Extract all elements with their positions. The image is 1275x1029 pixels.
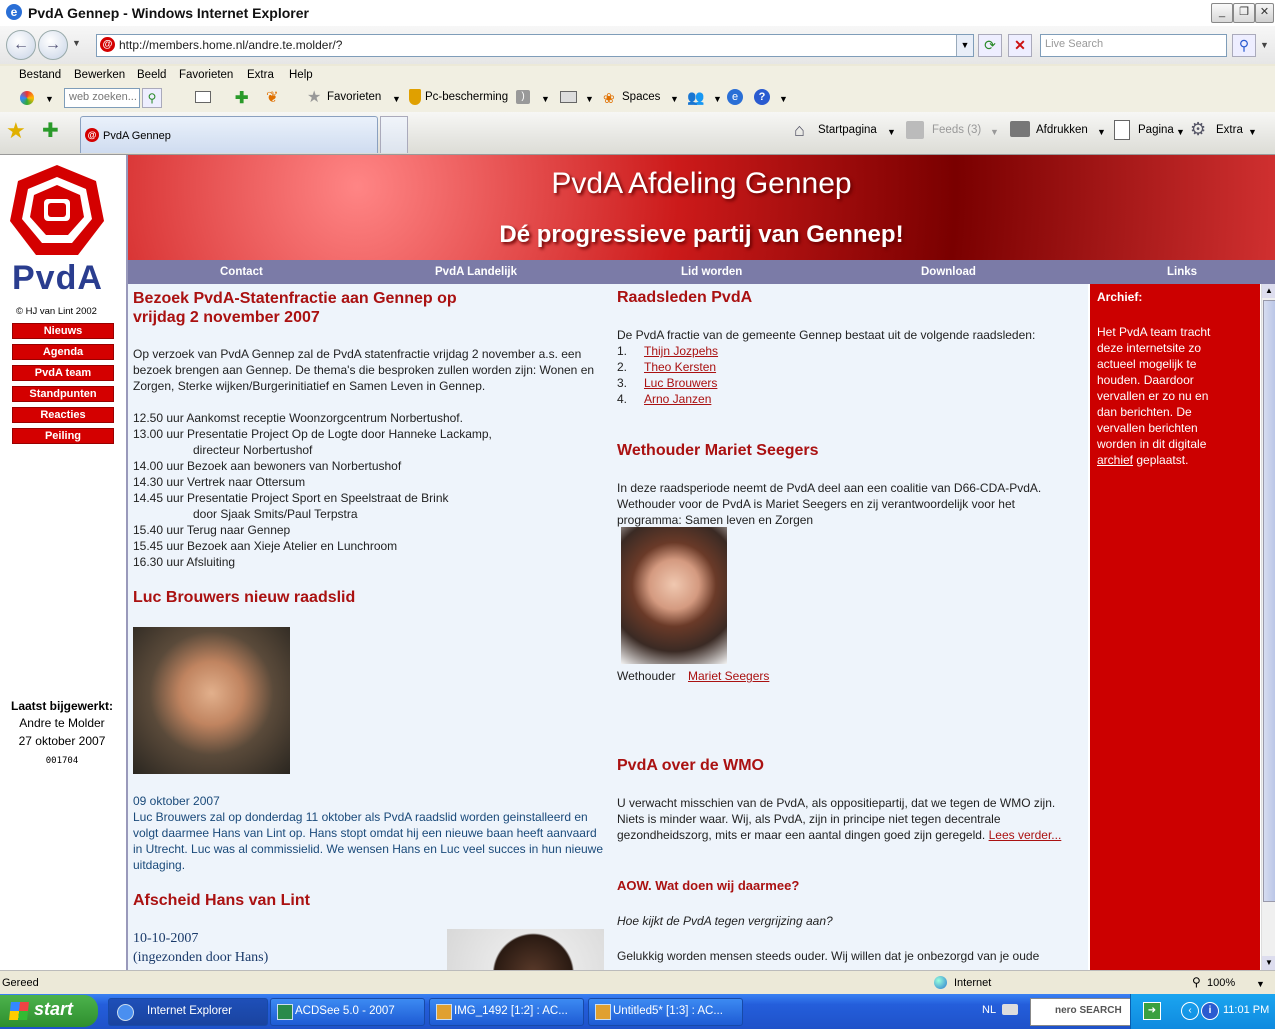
updated-by: Andre te Molder (19, 716, 105, 730)
taskbar-item-ie[interactable] (108, 998, 268, 1026)
cmd-extra[interactable]: Extra (1216, 124, 1243, 136)
rss-dropdown-icon[interactable]: ▼ (541, 94, 550, 104)
left-sidebar (0, 155, 128, 970)
site-icon: @ (100, 37, 115, 52)
keyboard-icon[interactable] (1002, 1004, 1018, 1015)
member-number: 1. (617, 344, 628, 358)
extra-dropdown-icon[interactable]: ▼ (1248, 127, 1257, 137)
hans-photo (447, 929, 604, 970)
start-label: start (34, 999, 74, 1019)
nav-links[interactable]: Links (1167, 266, 1198, 278)
wmo-text (617, 795, 1077, 843)
refresh-icon[interactable]: ⟳ (978, 34, 1002, 57)
home-icon[interactable]: ⌂ (794, 120, 805, 140)
schedule-item: 13.00 uur Presentatie Project Op de Logte door Hanneke Lackamp, (133, 427, 492, 441)
mariet-seegers-link[interactable]: Mariet Seegers (688, 669, 770, 683)
schedule-item: directeur Norbertushof (193, 443, 313, 457)
schedule-item: 14.30 uur Vertrek naar Ottersum (133, 475, 306, 489)
cmd-feeds[interactable]: Feeds (3) (932, 124, 982, 136)
luc-brouwers-photo (133, 627, 290, 774)
ie-button-icon[interactable]: e (727, 89, 743, 105)
taskbar-item-label: IMG_1492 [1:2] : AC... (454, 1005, 568, 1017)
feeds-dropdown-icon[interactable]: ▼ (990, 127, 999, 137)
rss-icon[interactable]: ) (516, 90, 530, 104)
windows-logo-icon (9, 1002, 29, 1020)
acdsee-edit-icon (595, 1004, 611, 1020)
raadsleden-title: Raadsleden PvdA (617, 289, 753, 306)
article-date-afscheid: 10-10-2007 (133, 931, 199, 946)
back-button[interactable]: ← (6, 30, 36, 60)
start-button[interactable] (0, 995, 98, 1027)
ie-icon: e (6, 4, 22, 20)
article-date-luc: 09 oktober 2007 (133, 794, 220, 808)
mail-icon[interactable] (195, 91, 211, 103)
menu-beeld[interactable]: Beeld (137, 69, 167, 81)
web-page (0, 155, 1275, 970)
toolbar-spaces[interactable]: Spaces (622, 91, 661, 103)
wmo-body: U verwacht misschien van de PvdA, als oppositiepartij, dat we tegen de WMO zijn. Niets is minder waar. Wij, als PvdA, zijn in principe niet tegen decentrale gezondheidszorg, mits er maar een aantal dingen goed zijn geregeld. (617, 796, 1056, 842)
tray-arrow-icon[interactable]: ➜ (1143, 1002, 1161, 1020)
menu-bewerken[interactable]: Bewerken (74, 69, 126, 81)
mail-dropdown-icon[interactable]: ▼ (585, 94, 594, 104)
banner-subtitle: Dé progressieve partij van Gennep! (499, 221, 904, 248)
scroll-up-arrow-icon[interactable]: ▲ (1262, 284, 1275, 298)
stop-icon[interactable]: ✕ (1008, 34, 1032, 57)
nav-lid-worden[interactable]: Lid worden (681, 266, 743, 278)
butterfly-icon[interactable]: ❦ (266, 89, 279, 106)
updated-date: 27 oktober 2007 (18, 734, 106, 748)
search-options-icon[interactable]: ▼ (1260, 40, 1269, 50)
taskbar (0, 994, 1275, 1029)
links-toolbar (0, 86, 1275, 113)
tab-site-icon: @ (85, 128, 99, 142)
mariet-seegers-photo (621, 527, 727, 664)
taskbar-item-label: Untitled5* [1:3] : AC... (613, 1005, 723, 1017)
live-search-placeholder: Live Search (1045, 38, 1104, 50)
spaces-icon[interactable]: ❀ (603, 90, 615, 106)
zoom-level[interactable]: 100% (1207, 977, 1236, 989)
language-indicator[interactable]: NL (982, 1004, 997, 1016)
zone-text: Internet (954, 977, 992, 989)
taskbar-item-untitled5[interactable] (588, 998, 743, 1026)
acdsee-edit-icon (436, 1004, 452, 1020)
address-bar-row (0, 26, 1275, 64)
pvda-rose-logo-icon (8, 163, 106, 261)
clock: 11:01 PM (1223, 1004, 1270, 1016)
taskbar-item-label: ACDSee 5.0 - 2007 (295, 1005, 395, 1017)
main-content (128, 284, 1088, 970)
cmd-pagina[interactable]: Pagina (1138, 124, 1174, 136)
acdsee-icon (277, 1004, 293, 1020)
messenger-icon[interactable]: 👥 (687, 89, 705, 105)
add-icon[interactable]: ✚ (235, 90, 249, 107)
scroll-down-arrow-icon[interactable]: ▼ (1262, 956, 1275, 970)
archief-link[interactable]: archief (1097, 453, 1134, 467)
archief-title: Archief: (1097, 290, 1143, 304)
status-bar (0, 970, 1275, 995)
toolbar-search-placeholder: web zoeken... (69, 91, 137, 103)
side-reacties-button[interactable]: Reacties (12, 407, 114, 423)
nero-label: nero SEARCH (1055, 1005, 1122, 1016)
schedule-item: 16.30 uur Afsluiting (133, 555, 236, 569)
forward-button[interactable]: → (38, 30, 68, 60)
article-title-afscheid: Afscheid Hans van Lint (133, 892, 310, 909)
taskbar-item-acdsee[interactable] (270, 998, 425, 1026)
archief-text-block (1097, 324, 1222, 468)
new-tab-button[interactable] (380, 116, 408, 153)
wethouder-text: In deze raadsperiode neemt de PvdA deel aan een coalitie van D66-CDA-PvdA. Wethouder voor de PvdA is Mariet Seegers en zij verantwoordelijk voor het programma: Samen leven en Zorgen (617, 481, 1042, 527)
member-link[interactable]: Thijn Jozpehs (644, 344, 719, 358)
visit-counter: 001704 (45, 756, 79, 766)
page-icon[interactable] (1114, 120, 1130, 140)
favorites-center-icon[interactable]: ★ (6, 118, 26, 143)
side-peiling-button[interactable]: Peiling (12, 428, 114, 444)
copyright-text: © HJ van Lint 2002 (16, 306, 97, 317)
banner (128, 155, 1275, 260)
nav-contact[interactable]: Contact (220, 266, 263, 278)
menu-favorieten[interactable]: Favorieten (179, 69, 234, 81)
side-standpunten-button[interactable]: Standpunten (12, 386, 114, 402)
schedule-item: 15.45 uur Bezoek aan Xieje Atelier en Lunchroom (133, 539, 398, 553)
address-url: http://members.home.nl/andre.te.molder/? (119, 38, 343, 52)
side-nieuws-button[interactable]: Nieuws (12, 323, 114, 339)
maximize-button[interactable]: ❐ (1233, 3, 1255, 23)
wethouder-title: Wethouder Mariet Seegers (617, 442, 819, 459)
scroll-thumb[interactable] (1263, 300, 1275, 902)
gear-icon[interactable]: ⚙ (1190, 119, 1207, 139)
article-intro-statenfractie: Op verzoek van PvdA Gennep zal de PvdA statenfractie vrijdag 2 november a.s. een bezoek brengen aan Gennep. De thema's die besproken zullen worden zijn: Wonen en Zorgen, Sterke wijken/Burgerinitiatief en Samen Leven in Gennep. (133, 347, 595, 393)
toolbar-search-input[interactable] (64, 88, 140, 108)
printer-icon[interactable] (1010, 121, 1030, 137)
shield-icon[interactable] (409, 89, 421, 105)
side-pvda-team-button[interactable]: PvdA team (12, 365, 114, 381)
feeds-icon[interactable] (906, 121, 924, 139)
menu-bar (0, 66, 1275, 86)
nav-download[interactable]: Download (921, 266, 976, 278)
article-title-luc-brouwers: Luc Brouwers nieuw raadslid (133, 589, 356, 606)
vertical-scrollbar[interactable] (1261, 284, 1275, 970)
member-number: 2. (617, 360, 628, 374)
member-number: 4. (617, 392, 628, 406)
zoom-dropdown-icon[interactable]: ▼ (1256, 979, 1265, 989)
raadsleden-intro: De PvdA fractie van de gemeente Gennep bestaat uit de volgende raadsleden: (617, 328, 1036, 342)
taskbar-item-label: Internet Explorer (147, 1005, 233, 1017)
help-dropdown-icon[interactable]: ▼ (779, 94, 788, 104)
close-button[interactable]: ✕ (1255, 3, 1274, 23)
toolbar-search-icon[interactable]: ⚲ (142, 88, 162, 108)
aow-text: Gelukkig worden mensen steeds ouder. Wij willen dat je onbezorgd van je oude (617, 949, 1040, 963)
member-link[interactable]: Luc Brouwers (644, 376, 718, 390)
logo-text: PvdA (12, 259, 103, 297)
member-link[interactable]: Theo Kersten (644, 360, 717, 374)
toolbar-pc-bescherming[interactable]: Pc-bescherming (425, 91, 509, 103)
address-input[interactable] (96, 34, 974, 57)
taskbar-item-img1492[interactable] (429, 998, 584, 1026)
site-nav (128, 260, 1275, 284)
wmo-title: PvdA over de WMO (617, 757, 764, 774)
pagina-dropdown-icon[interactable]: ▼ (1176, 127, 1185, 137)
history-dropdown-icon[interactable]: ▼ (72, 38, 81, 48)
cmd-afdrukken[interactable]: Afdrukken (1036, 124, 1088, 136)
startpagina-dropdown-icon[interactable]: ▼ (887, 127, 896, 137)
tab-row (0, 112, 1275, 155)
menu-extra[interactable]: Extra (247, 69, 274, 81)
msn-icon[interactable] (20, 91, 34, 105)
menu-bestand[interactable]: Bestand (19, 69, 62, 81)
menu-help[interactable]: Help (289, 69, 313, 81)
tab-pvda-gennep[interactable] (80, 116, 378, 153)
search-icon[interactable]: ⚲ (1232, 34, 1256, 57)
ie-task-icon (117, 1004, 134, 1021)
lees-verder-link[interactable]: Lees verder... (988, 828, 1062, 842)
member-number: 3. (617, 376, 628, 390)
archief-sidebar (1090, 284, 1260, 970)
nero-search-box[interactable] (1030, 998, 1136, 1026)
updated-label: Laatst bijgewerkt: (10, 699, 114, 713)
tray-info-icon[interactable]: i (1201, 1002, 1219, 1020)
article-sub-afscheid: (ingezonden door Hans) (133, 950, 269, 965)
member-link[interactable]: Arno Janzen (644, 392, 712, 406)
banner-title: PvdA Afdeling Gennep (551, 167, 852, 200)
minimize-button[interactable]: _ (1211, 3, 1233, 23)
title-bar (0, 0, 1275, 26)
aow-title: AOW. Wat doen wij daarmee? (617, 878, 800, 893)
toolbar-favorieten[interactable]: Favorieten (327, 91, 382, 103)
system-tray (1130, 994, 1275, 1029)
favorites-star-icon[interactable]: ★ (307, 89, 322, 106)
msn-dropdown-icon[interactable]: ▼ (45, 94, 54, 104)
favorieten-dropdown-icon[interactable]: ▼ (392, 94, 401, 104)
schedule-item: door Sjaak Smits/Paul Terpstra (193, 507, 358, 521)
schedule-item: 14.45 uur Presentatie Project Sport en Speelstraat de Brink (133, 491, 449, 505)
window-title: PvdA Gennep - Windows Internet Explorer (28, 5, 309, 21)
globe-icon (934, 976, 947, 989)
zoom-icon[interactable]: ⚲ (1192, 975, 1201, 989)
help-icon[interactable]: ? (754, 89, 770, 105)
tab-label: PvdA Gennep (103, 130, 171, 142)
nav-pvda-landelijk[interactable]: PvdA Landelijk (435, 266, 518, 278)
schedule-item: 15.40 uur Terug naar Gennep (133, 523, 291, 537)
side-agenda-button[interactable]: Agenda (12, 344, 114, 360)
spaces-dropdown-icon[interactable]: ▼ (670, 94, 679, 104)
status-text: Gereed (2, 977, 39, 989)
tray-expand-icon[interactable]: ‹ (1181, 1002, 1199, 1020)
add-favorite-icon[interactable]: ✚ (42, 120, 59, 142)
live-search-input[interactable] (1040, 34, 1227, 57)
schedule-item: 14.00 uur Bezoek aan bewoners van Norbertushof (133, 459, 402, 473)
afdrukken-dropdown-icon[interactable]: ▼ (1097, 127, 1106, 137)
mail-tool-icon[interactable] (560, 91, 577, 103)
schedule-item: 12.50 uur Aankomst receptie Woonzorgcentrum Norbertushof. (133, 411, 463, 425)
wethouder-caption: Wethouder (617, 669, 676, 683)
archief-text: Het PvdA team tracht deze internetsite zo actueel mogelijk te houden. Daardoor vervallen er zo nu en dan berichten. De vervallen berichten worden in dit digitale (1097, 325, 1211, 451)
archief-end: geplaatst. (1133, 453, 1189, 467)
article-title-statenfractie: Bezoek PvdA-Statenfractie aan Gennep op vrijdag 2 november 2007 (133, 290, 457, 326)
article-text-luc: Luc Brouwers zal op donderdag 11 oktober als PvdA raadslid worden geinstalleerd en volgt daarmee Hans van Lint op. Hans stopt omdat hij een nieuwe baan heeft aanvaard in Utrecht. Luc was al commissielid. We wensen Hans en Luc veel succes in hun nieuwe uitdaging. (133, 810, 604, 872)
messenger-dropdown-icon[interactable]: ▼ (713, 94, 722, 104)
address-dropdown-icon[interactable]: ▼ (956, 35, 973, 56)
cmd-startpagina[interactable]: Startpagina (818, 124, 877, 136)
aow-question: Hoe kijkt de PvdA tegen vergrijzing aan? (617, 914, 833, 928)
